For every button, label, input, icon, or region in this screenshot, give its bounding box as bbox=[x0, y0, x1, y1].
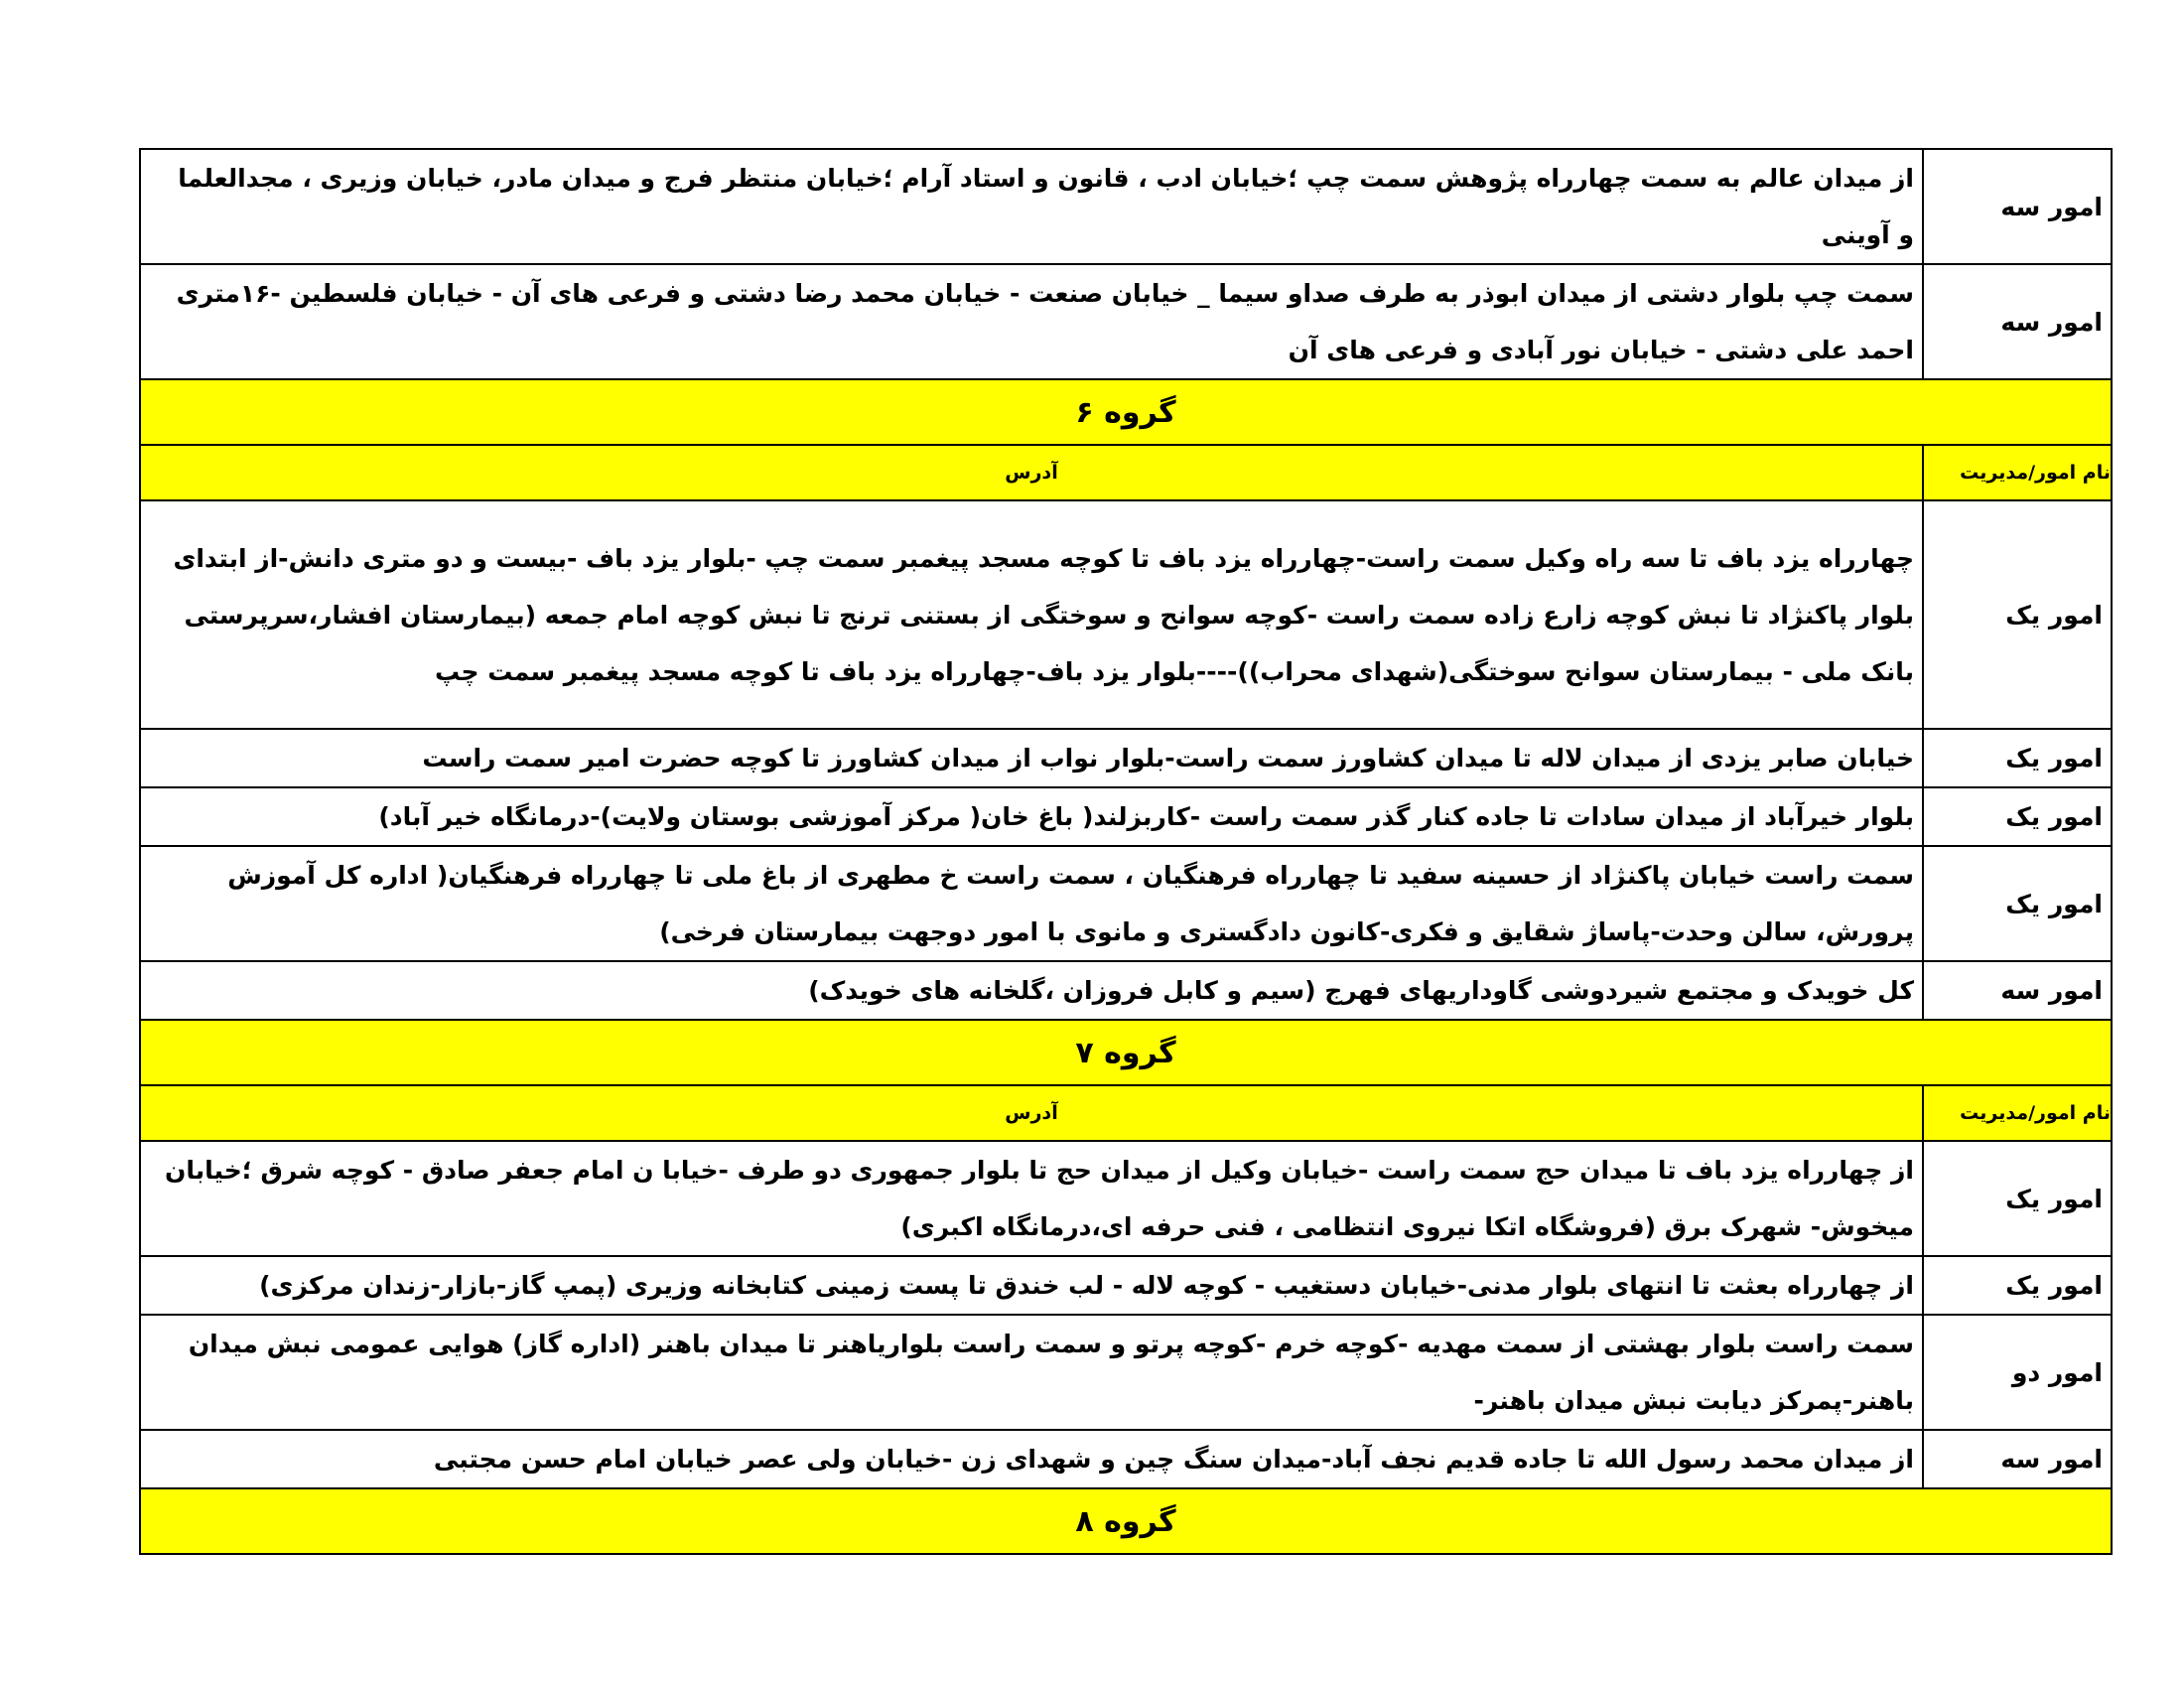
address-table bbox=[139, 148, 2113, 1555]
office-name-cell: امور یک bbox=[1923, 729, 2112, 787]
office-name-cell: امور دو bbox=[1923, 1315, 2112, 1430]
office-name-cell: امور یک bbox=[1923, 1141, 2112, 1256]
table-row bbox=[140, 846, 2112, 961]
header-office-name: نام امور/مدیریت bbox=[1923, 1085, 2112, 1141]
table-row bbox=[140, 1315, 2112, 1430]
address-cell: خیابان صابر یزدی از میدان لاله تا میدان کشاورز سمت راست-بلوار نواب از میدان کشاورز تا کوچه حضرت امیر سمت راست bbox=[140, 729, 1923, 787]
address-cell: کل خویدک و مجتمع شیردوشی گاوداریهای فهرج (سیم و کابل فروزان ،گلخانه های خویدک) bbox=[140, 961, 1923, 1020]
office-name-cell: امور یک bbox=[1923, 787, 2112, 846]
table-row bbox=[140, 729, 2112, 787]
office-name-cell: امور یک bbox=[1923, 500, 2112, 729]
address-cell: چهارراه یزد باف تا سه راه وکیل سمت راست-چهارراه یزد باف تا کوچه مسجد پیغمبر سمت چپ -بلوار یزد باف -بیست و دو متری دانش-از ابتدای بلوار پاکنژاد تا نبش کوچه زارع زاده سمت راست -کوچه سوانح و سوختگی از بستنی ترنج تا نبش کوچه امام جمعه (بیمارستان افشار،سرپرستی بانک ملی - بیمارستان سوانح سوختگی(شهدای محراب))----بلوار یزد باف-چهارراه یزد باف تا کوچه مسجد پیغمبر سمت چپ bbox=[140, 500, 1923, 729]
table-row bbox=[140, 1141, 2112, 1256]
office-name-cell: امور سه bbox=[1923, 264, 2112, 379]
office-name-cell: امور سه bbox=[1923, 1430, 2112, 1488]
group-6-title-row bbox=[140, 379, 2112, 445]
group-title: گروه ۷ bbox=[140, 1020, 2112, 1085]
group-8-title-row bbox=[140, 1488, 2112, 1554]
column-header-row bbox=[140, 445, 2112, 500]
table-row bbox=[140, 961, 2112, 1020]
table-row bbox=[140, 500, 2112, 729]
table-row bbox=[140, 787, 2112, 846]
office-name-cell: امور یک bbox=[1923, 1256, 2112, 1315]
header-address: آدرس bbox=[140, 445, 1923, 500]
office-name-cell: امور سه bbox=[1923, 149, 2112, 264]
table-row bbox=[140, 264, 2112, 379]
header-address: آدرس bbox=[140, 1085, 1923, 1141]
table-row bbox=[140, 1430, 2112, 1488]
address-cell: از میدان عالم به سمت چهارراه پژوهش سمت چپ ؛خیابان ادب ، قانون و استاد آرام ؛خیابان منتظر فرج و میدان مادر، خیابان وزیری ، مجدالعلما و آوینی bbox=[140, 149, 1923, 264]
address-cell: سمت چپ بلوار دشتی از میدان ابوذر به طرف صداو سیما _ خیابان صنعت - خیابان محمد رضا دشتی و فرعی های آن - خیابان فلسطین -۱۶متری احمد علی دشتی - خیابان نور آبادی و فرعی های آن bbox=[140, 264, 1923, 379]
header-office-name: نام امور/مدیریت bbox=[1923, 445, 2112, 500]
address-cell: از چهارراه یزد باف تا میدان حج سمت راست -خیابان وکیل از میدان حج تا بلوار جمهوری دو طرف -خیابا ن امام جعفر صادق - کوچه شرق ؛خیابان میخوش- شهرک برق (فروشگاه اتکا نیروی انتظامی ، فنی حرفه ای،درمانگاه اکبری) bbox=[140, 1141, 1923, 1256]
address-cell: بلوار خیرآباد از میدان سادات تا جاده کنار گذر سمت راست -کاربزلند( باغ خان( مرکز آموزشی بوستان ولایت)-درمانگاه خیر آباد) bbox=[140, 787, 1923, 846]
group-title: گروه ۸ bbox=[140, 1488, 2112, 1554]
group-7-title-row bbox=[140, 1020, 2112, 1085]
address-cell: از میدان محمد رسول الله تا جاده قدیم نجف آباد-میدان سنگ چین و شهدای زن -خیابان ولی عصر خیابان امام حسن مجتبی bbox=[140, 1430, 1923, 1488]
address-cell: از چهارراه بعثت تا انتهای بلوار مدنی-خیابان دستغیب - کوچه لاله - لب خندق تا پست زمینی کتابخانه وزیری (پمپ گاز-بازار-زندان مرکزی) bbox=[140, 1256, 1923, 1315]
table-row bbox=[140, 149, 2112, 264]
column-header-row bbox=[140, 1085, 2112, 1141]
office-name-cell: امور سه bbox=[1923, 961, 2112, 1020]
office-name-cell: امور یک bbox=[1923, 846, 2112, 961]
address-cell: سمت راست بلوار بهشتی از سمت مهدیه -کوچه خرم -کوچه پرتو و سمت راست بلواریاهنر تا میدان باهنر (اداره گاز) هوایی عمومی نبش میدان باهنر-پمرکز دیابت نبش میدان باهنر- bbox=[140, 1315, 1923, 1430]
group-title: گروه ۶ bbox=[140, 379, 2112, 445]
address-cell: سمت راست خیابان پاکنژاد از حسینه سفید تا چهارراه فرهنگیان ، سمت راست خ مطهری از باغ ملی تا چهارراه فرهنگیان( اداره کل آموزش پرورش، سالن وحدت-پاساژ شقایق و فکری-کانون دادگستری و مانوی با امور دوجهت بیمارستان فرخی) bbox=[140, 846, 1923, 961]
table-row bbox=[140, 1256, 2112, 1315]
